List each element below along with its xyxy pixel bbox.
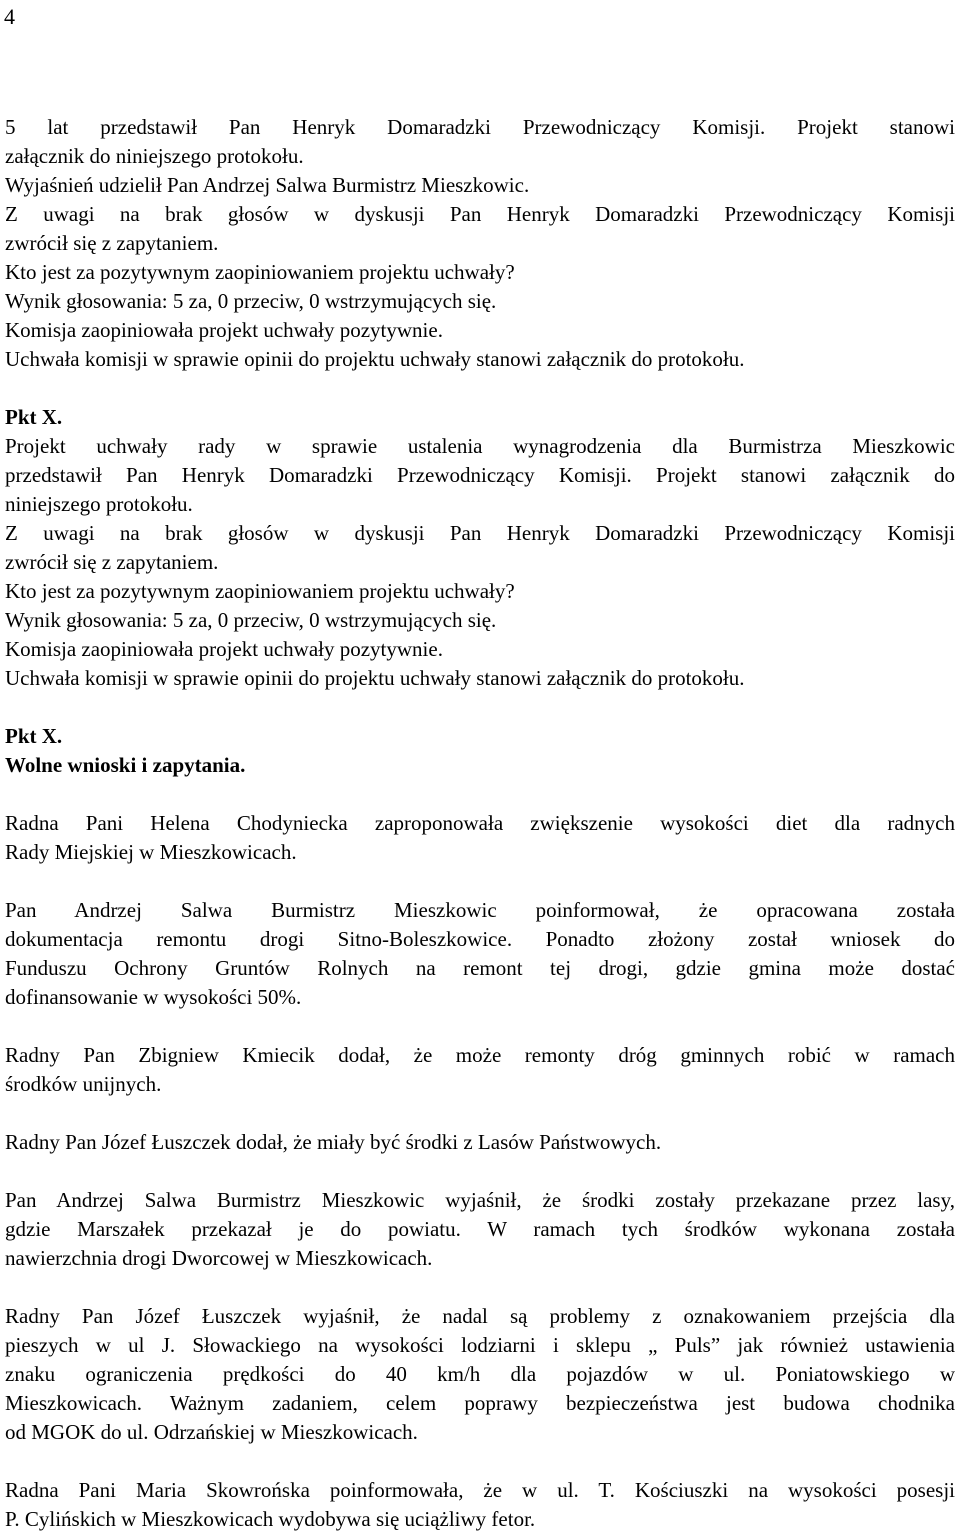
text-line: Pan Andrzej Salwa Burmistrz Mieszkowic poinformował, że opracowana została	[5, 898, 955, 922]
section-heading: Pkt X.	[5, 405, 63, 429]
text-line: nawierzchnia drogi Dworcowej w Mieszkowicach.	[5, 1246, 433, 1270]
text-line: Rady Miejskiej w Mieszkowicach.	[5, 840, 297, 864]
text-line: Mieszkowicach. Ważnym zadaniem, celem poprawy bezpieczeństwa jest budowa chodnika	[5, 1391, 955, 1415]
text-line: dokumentacja remontu drogi Sitno-Boleszkowice. Ponadto złożony został wniosek do	[5, 927, 955, 951]
text-line: zwrócił się z zapytaniem.	[5, 550, 219, 574]
text-line: znaku ograniczenia prędkości do 40 km/h dla pojazdów w ul. Poniatowskiego w	[5, 1362, 955, 1386]
text-line: dofinansowanie w wysokości 50%.	[5, 985, 302, 1009]
text-line: Komisja zaopiniowała projekt uchwały pozytywnie.	[5, 637, 443, 661]
text-line: Radna Pani Helena Chodyniecka zaproponowała zwiększenie wysokości diet dla radnych	[5, 811, 955, 835]
paragraph-gap	[5, 1012, 955, 1041]
text-line: Radny Pan Józef Łuszczek dodał, że miały być środki z Lasów Państwowych.	[5, 1130, 662, 1154]
text-line: Uchwała komisji w sprawie opinii do projektu uchwały stanowi załącznik do protokołu.	[5, 666, 745, 690]
text-line: Wynik głosowania: 5 za, 0 przeciw, 0 wstrzymujących się.	[5, 289, 497, 313]
paragraph-gap	[5, 867, 955, 896]
text-line: od MGOK do ul. Odrzańskiej w Mieszkowicach.	[5, 1420, 418, 1444]
text-line: przedstawił Pan Henryk Domaradzki Przewodniczący Komisji. Projekt stanowi załącznik do	[5, 463, 955, 487]
text-line: Pan Andrzej Salwa Burmistrz Mieszkowic wyjaśnił, że środki zostały przekazane przez lasy,	[5, 1188, 955, 1212]
paragraph-gap	[5, 693, 955, 722]
section-heading: Pkt X.	[5, 724, 63, 748]
text-line: pieszych w ul J. Słowackiego na wysokości lodziarni i sklepu „ Puls” jak również ustawienia	[5, 1333, 955, 1357]
text-line: Z uwagi na brak głosów w dyskusji Pan Henryk Domaradzki Przewodniczący Komisji	[5, 202, 955, 226]
text-line: P. Cylińskich w Mieszkowicach wydobywa się uciążliwy fetor.	[5, 1507, 536, 1531]
text-line: Projekt uchwały rady w sprawie ustalenia wynagrodzenia dla Burmistrza Mieszkowic	[5, 434, 955, 458]
text-line: Komisja zaopiniowała projekt uchwały pozytywnie.	[5, 318, 443, 342]
section-heading: Wolne wnioski i zapytania.	[5, 753, 246, 777]
text-line: Wynik głosowania: 5 za, 0 przeciw, 0 wstrzymujących się.	[5, 608, 497, 632]
text-line: niniejszego protokołu.	[5, 492, 193, 516]
text-line: Uchwała komisji w sprawie opinii do projektu uchwały stanowi załącznik do protokołu.	[5, 347, 745, 371]
text-line: gdzie Marszałek przekazał je do powiatu. W ramach tych środków wykonana została	[5, 1217, 955, 1241]
paragraph-gap	[5, 1099, 955, 1128]
text-line: Funduszu Ochrony Gruntów Rolnych na remont tej drogi, gdzie gmina może dostać	[5, 956, 955, 980]
text-line: 5 lat przedstawił Pan Henryk Domaradzki Przewodniczący Komisji. Projekt stanowi	[5, 115, 955, 139]
text-line: Radny Pan Józef Łuszczek wyjaśnił, że nadal są problemy z oznakowaniem przejścia dla	[5, 1304, 955, 1328]
text-line: środków unijnych.	[5, 1072, 162, 1096]
text-line: Radna Pani Maria Skowrońska poinformowała, że w ul. T. Kościuszki na wysokości posesji	[5, 1478, 955, 1502]
paragraph-gap	[5, 374, 955, 403]
text-line: Radny Pan Zbigniew Kmiecik dodał, że może remonty dróg gminnych robić w ramach	[5, 1043, 955, 1067]
paragraph-gap	[5, 1273, 955, 1302]
document-body	[5, 113, 955, 1534]
text-line: Kto jest za pozytywnym zaopiniowaniem projektu uchwały?	[5, 579, 515, 603]
text-line: załącznik do niniejszego protokołu.	[5, 144, 304, 168]
paragraph-gap	[5, 1157, 955, 1186]
text-line: Kto jest za pozytywnym zaopiniowaniem projektu uchwały?	[5, 260, 515, 284]
text-line: zwrócił się z zapytaniem.	[5, 231, 219, 255]
paragraph-gap	[5, 1447, 955, 1476]
page-number: 4	[4, 4, 15, 29]
text-line: Wyjaśnień udzielił Pan Andrzej Salwa Burmistrz Mieszkowic.	[5, 173, 530, 197]
paragraph-gap	[5, 780, 955, 809]
text-line: Z uwagi na brak głosów w dyskusji Pan Henryk Domaradzki Przewodniczący Komisji	[5, 521, 955, 545]
